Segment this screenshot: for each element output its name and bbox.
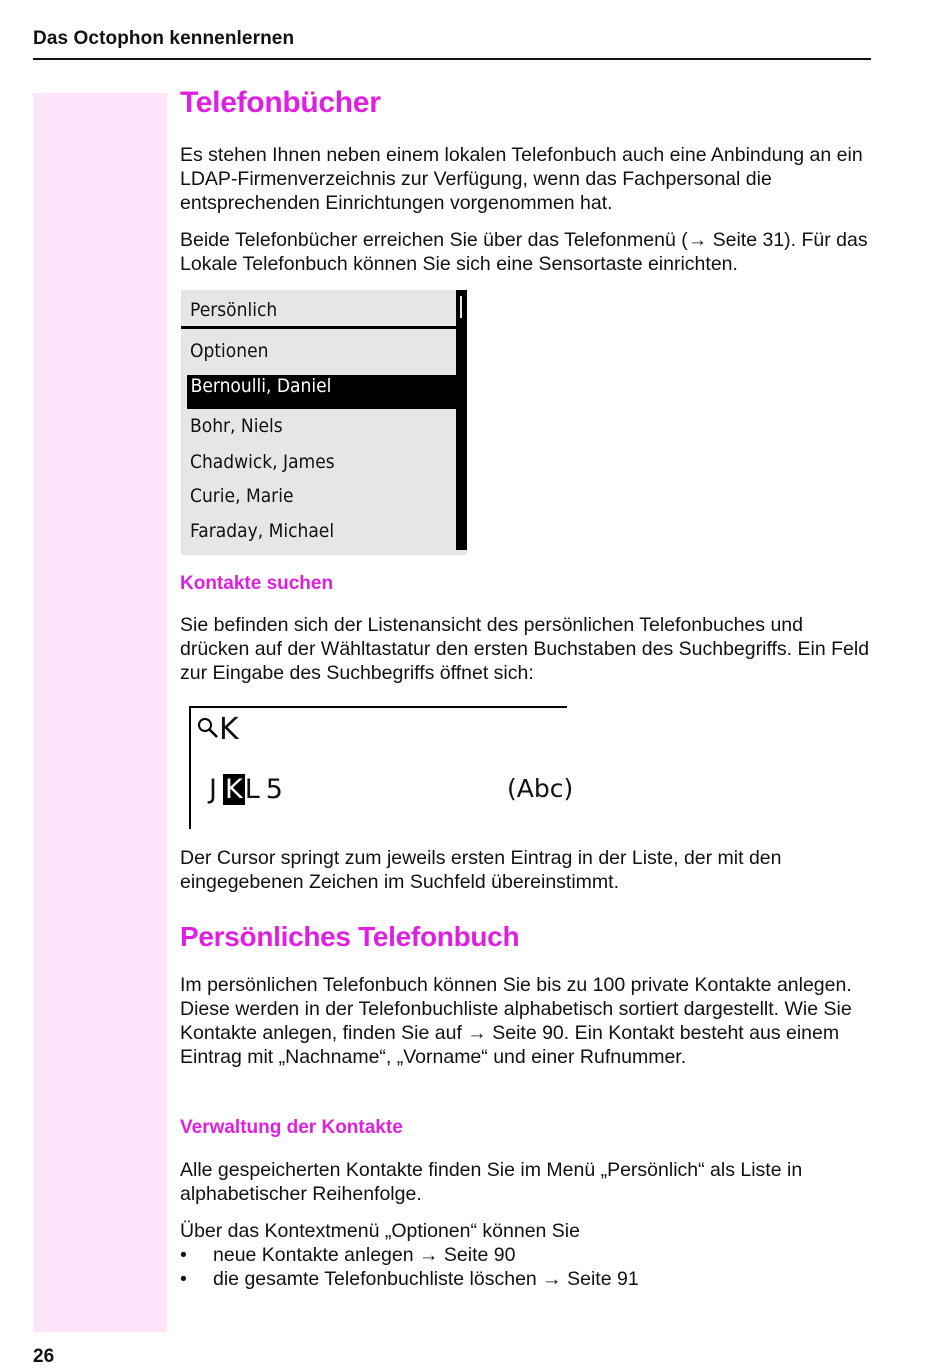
input-mode-label: (Abc) — [507, 774, 574, 803]
list-item[interactable]: Bohr, Niels — [190, 415, 283, 437]
scrollbar[interactable] — [456, 290, 467, 550]
phonebook-screen — [181, 290, 467, 555]
search-input[interactable]: K — [219, 712, 239, 747]
paragraph-access: Beide Telefonbücher erreichen Sie über das Telefonmenü (→ Seite 31). Für das Lokale Telefonbuch können Sie sich eine Sensortaste einrichten. — [180, 229, 868, 275]
heading-telefonbuecher: Telefonbücher — [180, 86, 381, 119]
list-item-label: Bernoulli, Daniel — [190, 375, 332, 397]
page-number: 26 — [33, 1346, 55, 1367]
screen-title-rule — [181, 326, 456, 329]
margin-sidebar — [33, 93, 167, 1332]
search-screen — [189, 706, 574, 829]
key-j: J — [209, 774, 217, 805]
magnifier-icon — [197, 716, 219, 742]
header-rule — [33, 58, 871, 60]
header-title: Das Octophon kennenlernen — [33, 28, 295, 49]
screen-title: Persönlich — [190, 299, 278, 321]
paragraph-verwaltung: Alle gespeicherten Kontakte finden Sie im Menü „Persönlich“ als Liste in alphabetischer Reihenfolge. — [180, 1159, 803, 1205]
list-item[interactable]: Chadwick, James — [190, 451, 335, 473]
list-item[interactable]: Curie, Marie — [190, 485, 294, 507]
paragraph-context-menu: Über das Kontextmenü „Optionen“ können Sie — [180, 1220, 580, 1242]
paragraph-search-intro: Sie befinden sich der Listenansicht des persönlichen Telefonbuches und drücken auf der Wähltastatur den ersten Buchstaben des Suchbegriffs. Ein Feld zur Eingabe des Suchbegriffs öffnet sich: — [180, 614, 870, 684]
heading-kontakte-suchen: Kontakte suchen — [180, 573, 334, 594]
key-5: 5 — [265, 774, 283, 805]
search-top-border — [189, 706, 567, 708]
list-item[interactable]: Faraday, Michael — [190, 520, 335, 542]
heading-persoenliches-telefonbuch: Persönliches Telefonbuch — [180, 921, 520, 952]
key-l: L — [244, 774, 260, 805]
key-k-selected: K — [224, 774, 243, 805]
options-list — [180, 1243, 872, 1291]
key-sequence — [209, 774, 283, 805]
paragraph-intro: Es stehen Ihnen neben einem lokalen Telefonbuch auch eine Anbindung an ein LDAP-Firmenverzeichnis zur Verfügung, wenn das Fachpersonal die entsprechenden Einrichtungen vorgenommen hat. — [180, 144, 863, 214]
paragraph-cursor: Der Cursor springt zum jeweils ersten Eintrag in der Liste, der mit den eingegebenen Zeichen im Suchfeld übereinstimmt. — [180, 847, 782, 893]
list-item: • neue Kontakte anlegen → Seite 90 — [180, 1243, 872, 1267]
list-item: • die gesamte Telefonbuchliste löschen → Seite 91 — [180, 1267, 872, 1291]
list-item-options[interactable]: Optionen — [190, 340, 269, 362]
list-item-selected[interactable] — [187, 375, 456, 409]
paragraph-personal: Im persönlichen Telefonbuch können Sie bis zu 100 private Kontakte anlegen. Diese werden in der Telefonbuchliste alphabetisch sortiert dargestellt. Wie Sie Kontakte anlegen, finden Sie auf → Seite 90. Ein Kontakt besteht aus einem Eintrag mit „Nachname“, „Vorname“ und einer Rufnummer. — [180, 974, 852, 1068]
heading-verwaltung: Verwaltung der Kontakte — [180, 1117, 403, 1138]
search-left-border — [189, 706, 191, 829]
scrollbar-thumb[interactable] — [460, 296, 462, 318]
